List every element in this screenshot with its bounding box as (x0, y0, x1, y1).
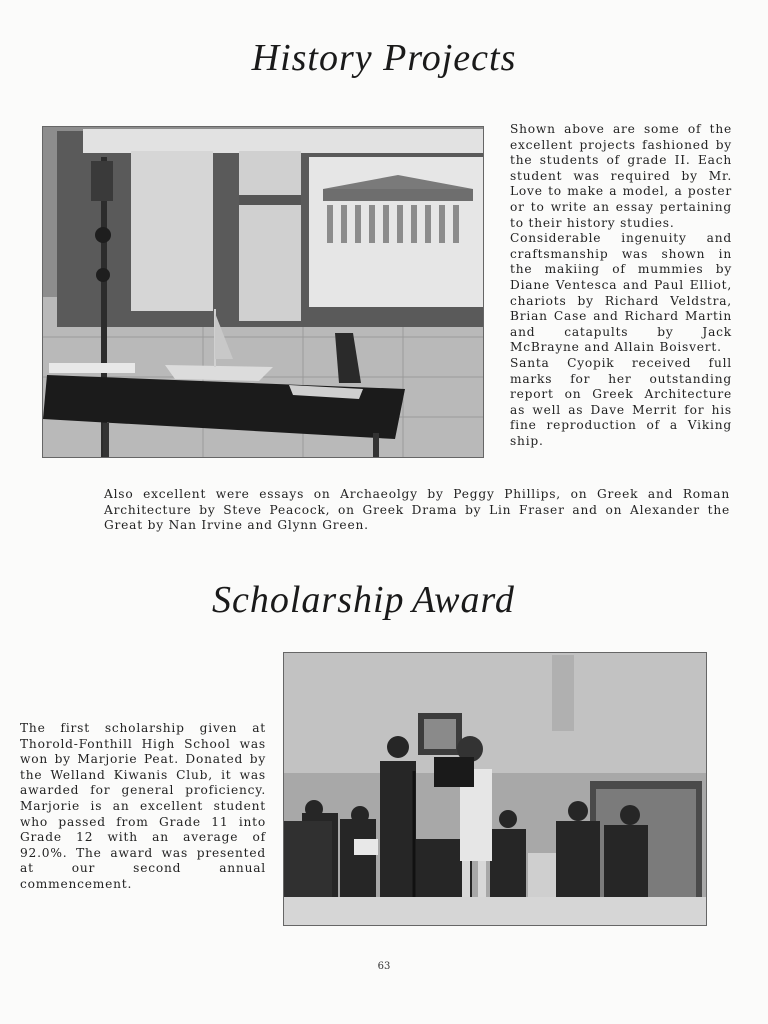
scholarship-caption: The first scholarship given at Thorold-Fonthill High School was won by Marjorie Peat. Donated by the Welland Kiwanis Club, it was awarded for general proficiency. Marjorie is an excellent student who passed from Grade 11 into Grade 12 with an average of 92.0%. The award was presented at our second annual commencement. (20, 721, 266, 891)
scholarship-title-word: Scholarship (212, 579, 405, 621)
history-projects-photo (42, 126, 484, 458)
history-display-illustration (43, 127, 483, 457)
award-ceremony-illustration (284, 653, 706, 925)
history-caption-paragraph: Considerable ingenuity and craftsmanship was shown in the makiing of mummies by Diane Ventesca and Paul Elliot, chariots by Richard Veldstra, Brian Case and Richard Martin and catapults by Jack McBrayne and Allain Boisvert. (510, 231, 732, 355)
award-title-word: Award (412, 579, 515, 621)
history-projects-title: History Projects (251, 37, 517, 79)
history-projects-caption (510, 122, 732, 449)
page-number: 63 (377, 961, 391, 972)
history-caption-paragraph: Shown above are some of the excellent projects fashioned by the students of grade II. Each student was required by Mr. Love to make a model, a poster or to write an essay pertaining to their history studies. (510, 122, 732, 230)
history-caption-paragraph: Santa Cyopik received full marks for her outstanding report on Greek Architecture as well as Dave Merrit for his fine reproduction of a Viking ship. (510, 355, 732, 448)
scholarship-award-photo (283, 652, 707, 926)
history-essays-paragraph: Also excellent were essays on Archaeolgy by Peggy Phillips, on Greek and Roman Architecture by Steve Peacock, on Greek Drama by Lin Fraser and on Alexander the Great by Nan Irvine and Glynn Green. (104, 487, 730, 533)
